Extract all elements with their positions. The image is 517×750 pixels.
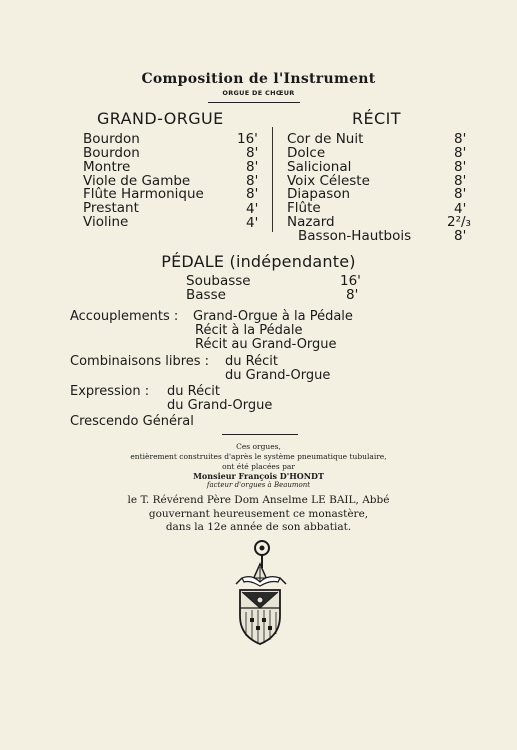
stop-pitch: 4' (246, 215, 259, 231)
abbatial-coat-of-arms-icon (232, 538, 288, 646)
stop-name: Prestant (83, 200, 139, 216)
dedication-line: gouvernant heureusement ce monastère, (148, 508, 369, 520)
footer-line: entièrement construites d'après le système pneumatique tubulaire, (130, 452, 387, 461)
stop-pitch: 8' (246, 159, 259, 175)
expression-item: du Récit (167, 384, 220, 399)
combinaison-item: du Récit (225, 354, 278, 369)
stop-name: Basse (186, 287, 226, 303)
dedication-line: dans la 12e année de son abbatiat. (165, 521, 352, 533)
stop-name: Cor de Nuit (287, 131, 364, 147)
stop-pitch: 4' (246, 201, 259, 217)
stop-pitch: 16' (340, 273, 361, 289)
stop-name: Bourdon (83, 145, 140, 161)
stop-name: Violine (83, 214, 129, 230)
crescendo-line: Crescendo Général (70, 414, 194, 429)
stop-pitch: 8' (346, 287, 359, 303)
title-rule (208, 102, 300, 103)
expression-label: Expression : (70, 384, 150, 399)
accouplement-item: Récit à la Pédale (195, 323, 303, 338)
column-divider (272, 127, 273, 232)
stop-pitch: 16' (237, 131, 258, 147)
stop-pitch: 2²/₃ (447, 214, 471, 230)
stop-name: Montre (83, 159, 131, 175)
stop-pitch: 8' (246, 173, 259, 189)
builder-name: Monsieur François D'HONDT (193, 471, 324, 481)
stop-name: Flûte Harmonique (83, 186, 204, 202)
stop-name: Bourdon (83, 131, 140, 147)
expression-item: du Grand-Orgue (167, 398, 273, 413)
accouplements-label: Accouplements : (70, 309, 179, 324)
stop-pitch: 8' (454, 145, 467, 161)
combinaisons-label: Combinaisons libres : (70, 354, 210, 369)
accouplement-item: Récit au Grand-Orgue (195, 337, 337, 352)
stop-name: Viole de Gambe (83, 173, 191, 189)
stop-name: Voix Céleste (287, 173, 370, 189)
stop-pitch: 8' (454, 228, 467, 244)
page-title: Composition de l'Instrument (141, 71, 376, 87)
builder-role: facteur d'orgues à Beaumont (206, 481, 311, 489)
page-subtitle: ORGUE DE CHŒUR (222, 89, 295, 97)
stop-pitch: 4' (454, 201, 467, 217)
stop-name: Nazard (287, 214, 335, 230)
accouplement-item: Grand-Orgue à la Pédale (193, 309, 353, 324)
stop-pitch: 8' (454, 159, 467, 175)
stop-pitch: 8' (454, 186, 467, 202)
footer-rule (222, 434, 298, 435)
stop-name: Basson-Hautbois (298, 228, 412, 244)
footer-line: ont été placées par (222, 462, 295, 471)
stop-pitch: 8' (454, 131, 467, 147)
grand-orgue-heading: GRAND-ORGUE (97, 109, 224, 128)
stop-pitch: 8' (246, 145, 259, 161)
footer-line: Ces orgues, (236, 442, 281, 451)
stop-name: Dolce (287, 145, 326, 161)
stop-name: Soubasse (186, 273, 251, 289)
stop-name: Salicional (287, 159, 352, 175)
stop-pitch: 8' (246, 186, 259, 202)
combinaison-item: du Grand-Orgue (225, 368, 331, 383)
pedale-heading: PÉDALE (indépendante) (161, 252, 356, 271)
dedication-line: le T. Révérend Père Dom Anselme LE BAIL, Abbé (127, 494, 390, 506)
stop-name: Flûte (287, 200, 321, 216)
stop-name: Diapason (287, 186, 351, 202)
recit-heading: RÉCIT (352, 109, 401, 128)
stop-pitch: 8' (454, 173, 467, 189)
